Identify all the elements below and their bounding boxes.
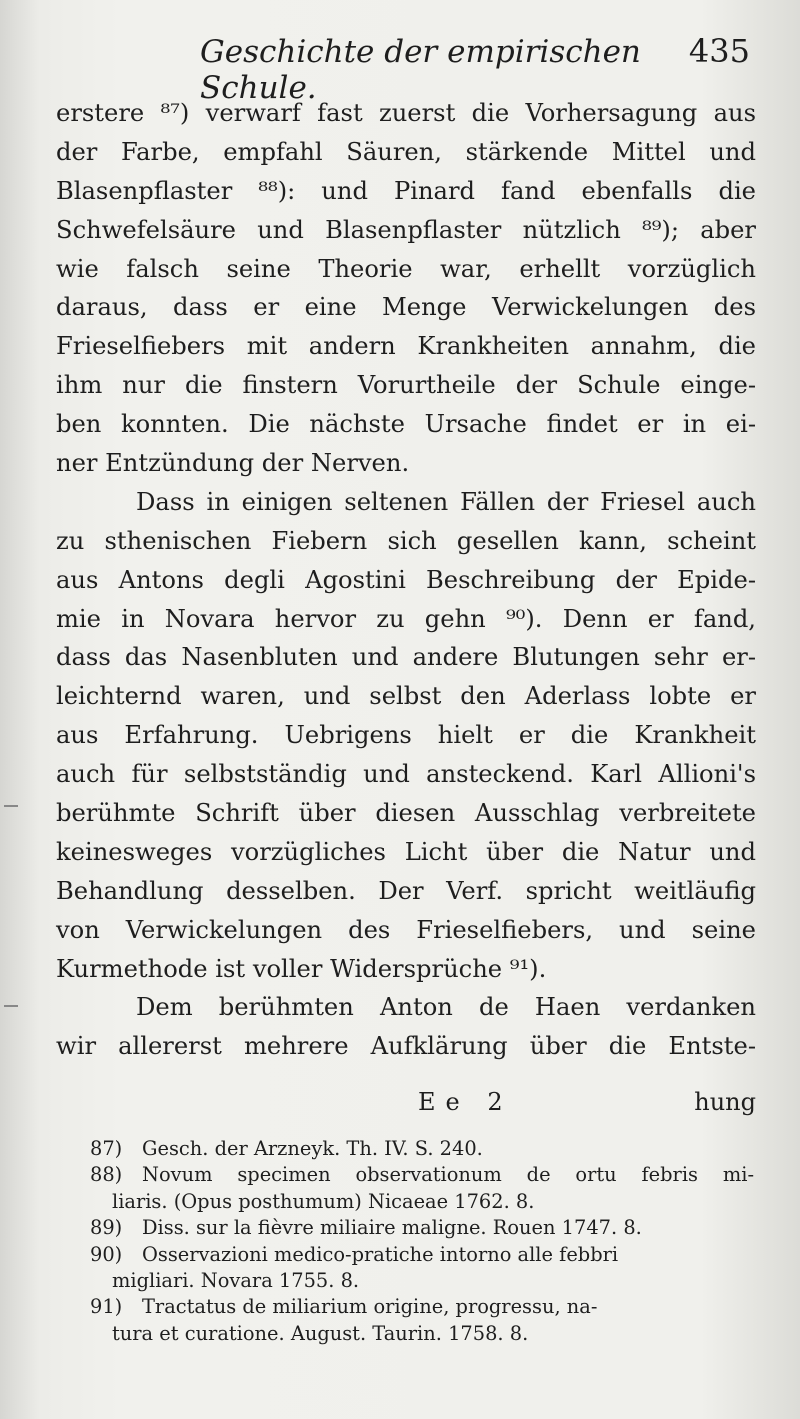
- footnote: [90, 1242, 754, 1268]
- footnote-continuation: tura et curatione. August. Taurin. 1758. 8.: [112, 1321, 529, 1345]
- running-title: Geschichte der empirischen Schule.: [200, 34, 641, 106]
- body-line: ihm nur die finstern Vorurtheile der Schule einge-: [56, 371, 756, 400]
- catchword: hung: [694, 1088, 756, 1116]
- body-line: der Farbe, empfahl Säuren, stärkende Mittel und: [56, 137, 756, 166]
- footnote-text: Tractatus de miliarium origine, progressu, na-: [142, 1295, 598, 1319]
- body-line: aus Antons degli Agostini Beschreibung der Epide-: [56, 565, 756, 594]
- body-line: aus Erfahrung. Uebrigens hielt er die Krankheit: [56, 721, 756, 750]
- footnote-text: Novum specimen observationum de ortu febris mi-: [142, 1163, 754, 1187]
- footnote-continuation: liaris. (Opus posthumum) Nicaeae 1762. 8.: [112, 1189, 535, 1213]
- footnote-text: Osservazioni medico-pratiche intorno alle febbri: [142, 1242, 619, 1266]
- body-text: [56, 94, 756, 1066]
- printer-signature: Ee 2: [418, 1088, 513, 1116]
- body-line: Dass in einigen seltenen Fällen der Friesel auch: [136, 487, 756, 516]
- footnote: [90, 1136, 754, 1162]
- body-line: berühmte Schrift über diesen Ausschlag verbreitete: [56, 799, 756, 828]
- footnote: [90, 1294, 754, 1320]
- body-line: Blasenpflaster ⁸⁸): und Pinard fand ebenfalls die: [56, 176, 756, 205]
- body-line: erstere ⁸⁷) verwarf fast zuerst die Vorhersagung aus: [56, 99, 756, 127]
- body-line: leichternd waren, und selbst den Aderlass lobte er: [56, 682, 756, 711]
- body-line: Schwefelsäure und Blasenpflaster nützlich ⁸⁹); aber: [56, 215, 756, 244]
- footnote: [90, 1162, 754, 1188]
- body-line: auch für selbstständig und ansteckend. Karl Allioni's: [56, 760, 756, 789]
- body-line: Dem berühmten Anton de Haen verdanken: [136, 993, 756, 1022]
- footnotes: [90, 1136, 754, 1347]
- page-header: [200, 30, 750, 106]
- body-line: dass das Nasenbluten und andere Blutungen sehr er-: [56, 643, 756, 672]
- footnote-number: 89): [90, 1216, 123, 1240]
- body-line: Behandlung desselben. Der Verf. spricht weitläufig: [56, 876, 756, 905]
- footnote-text: Diss. sur la fièvre miliaire maligne. Rouen 1747. 8.: [142, 1216, 642, 1240]
- margin-mark: [4, 1005, 18, 1007]
- body-line: mie in Novara hervor zu gehn ⁹⁰). Denn er fand,: [56, 604, 756, 633]
- footnote-number: 90): [90, 1242, 123, 1266]
- body-line: daraus, dass er eine Menge Verwickelungen des: [56, 293, 756, 322]
- page-number: 435: [688, 32, 750, 70]
- body-line: wie falsch seine Theorie war, erhellt vorzüglich: [56, 254, 756, 283]
- footnote-number: 91): [90, 1295, 123, 1319]
- body-line: Frieselfiebers mit andern Krankheiten annahm, die: [56, 332, 756, 361]
- body-line: wir allererst mehrere Aufklärung über die Entste-: [56, 1032, 756, 1061]
- margin-mark: [4, 805, 18, 807]
- body-line: keinesweges vorzügliches Licht über die Natur und: [56, 837, 756, 866]
- footnote-continuation: migliari. Novara 1755. 8.: [112, 1268, 360, 1292]
- footnote-text: Gesch. der Arzneyk. Th. IV. S. 240.: [142, 1137, 483, 1160]
- body-line: ner Entzündung der Nerven.: [56, 449, 410, 478]
- footnote-number: 87): [90, 1137, 123, 1160]
- signature-line: [56, 1088, 756, 1124]
- body-line: Kurmethode ist voller Widersprüche ⁹¹).: [56, 954, 547, 983]
- footnote: [90, 1215, 754, 1241]
- body-line: zu sthenischen Fiebern sich gesellen kann, scheint: [56, 526, 756, 555]
- body-line: ben konnten. Die nächste Ursache findet er in ei-: [56, 410, 756, 439]
- footnote-number: 88): [90, 1163, 123, 1187]
- body-line: von Verwickelungen des Frieselfiebers, und seine: [56, 915, 756, 944]
